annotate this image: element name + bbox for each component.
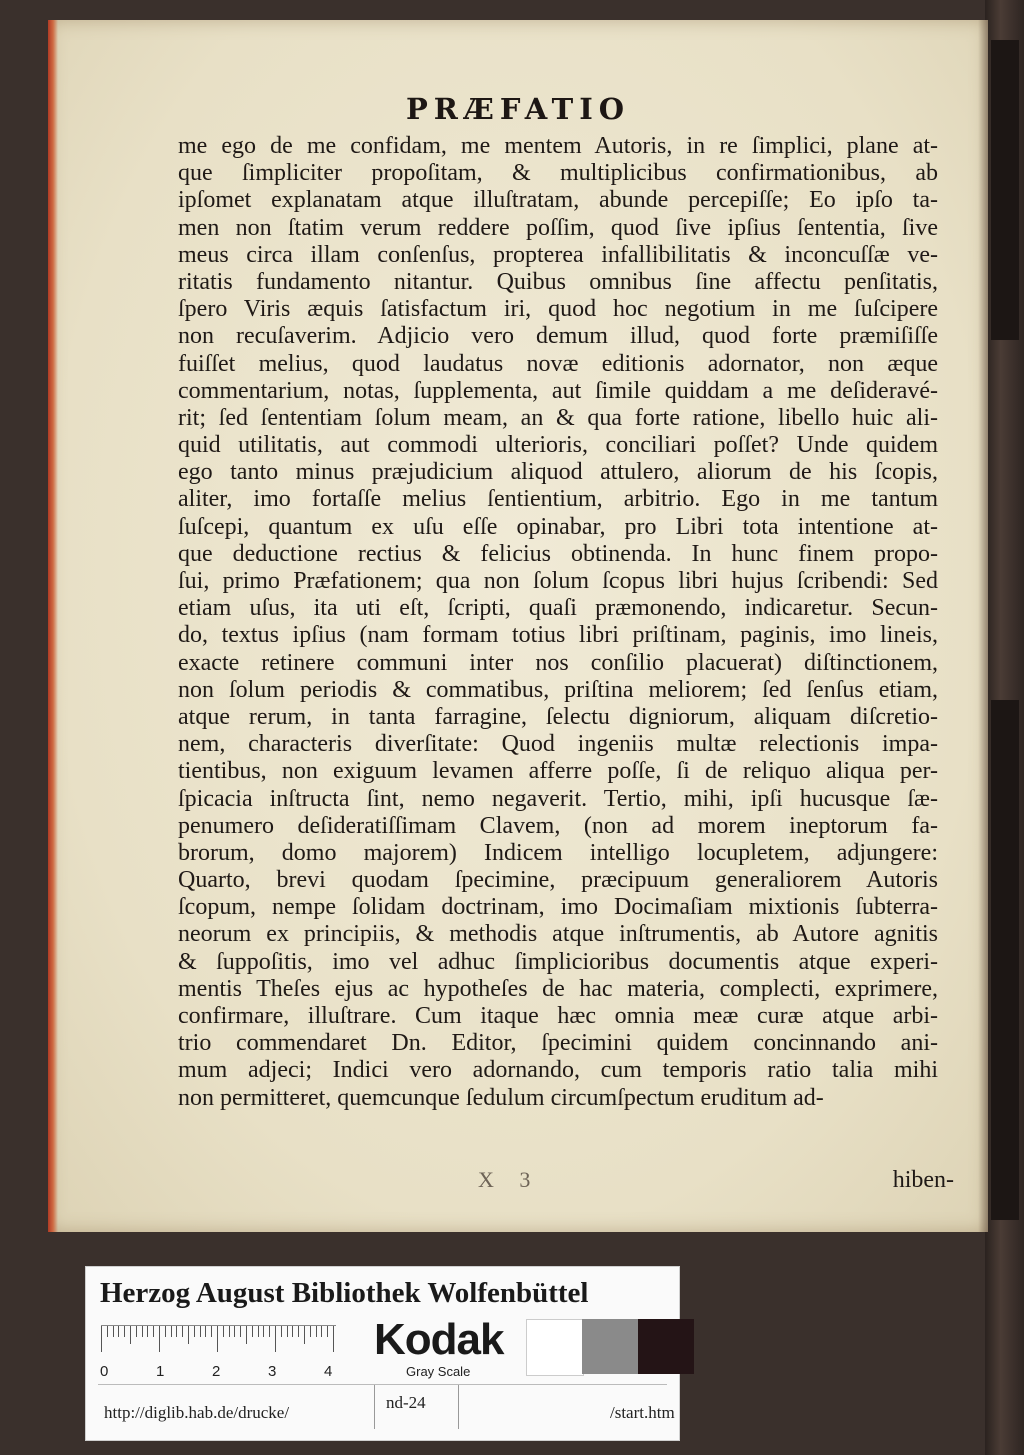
gray-swatch [526, 1319, 584, 1376]
ruler-tick [217, 1326, 218, 1352]
card-divider [458, 1385, 459, 1429]
ruler-tick [159, 1326, 160, 1352]
text-line: brorum, domo majorem) Indicem intelligo locupletem, adjungere: [178, 839, 938, 866]
text-line: exacte retinere communi inter nos conſilio placuerat) diſtinctionem, [178, 649, 938, 676]
ruler-tick [147, 1326, 148, 1337]
catchword: hiben- [892, 1167, 954, 1193]
text-line: atque rerum, in tanta farragine, ſelectu digniorum, aliquam diſcretio- [178, 703, 938, 730]
kodak-logo: Kodak [374, 1315, 504, 1364]
ruler-tick [153, 1326, 154, 1337]
ruler-tick [142, 1326, 143, 1337]
text-line: non recuſaverim. Adjicio vero demum illud, quod forte præmiſiſſe [178, 323, 938, 350]
ruler-tick [136, 1326, 137, 1337]
text-line: neorum ex principiis, & methodis atque inſtrumentis, ab Autore agnitis [178, 921, 938, 948]
text-line: ſcopum, nempe ſolidam doctrinam, imo Docimaſiam mixtionis ſubterra- [178, 894, 938, 921]
text-line: aliter, imo fortaſſe melius ſentientium, arbitrio. Ego in me tantum [178, 486, 938, 513]
ruler-tick [124, 1326, 125, 1337]
book-edge [985, 0, 1024, 1455]
ruler-tick [287, 1326, 288, 1337]
ruler-tick [176, 1326, 177, 1337]
text-line: men non ſtatim verum reddere poſſim, quod ſive ipſius ſententia, ſive [178, 214, 938, 241]
source-url: http://diglib.hab.de/drucke/ [104, 1403, 290, 1422]
ruler-number: 3 [268, 1363, 277, 1380]
ruler-tick [229, 1326, 230, 1337]
ruler-tick [130, 1326, 131, 1344]
ruler-tick [321, 1326, 322, 1337]
gray-swatch [638, 1319, 694, 1374]
text-line: que ſimpliciter propoſitam, & multiplicibus confirmationibus, ab [178, 160, 938, 187]
text-line: fuiſſet melius, quod laudatus novæ editionis adornator, non æque [178, 350, 938, 377]
text-line: nem, characteris diverſitate: Quod ingeniis multæ relectionis impa- [178, 731, 938, 758]
text-line: meus circa illam conſenſus, propterea infallibilitatis & inconcuſſæ ve- [178, 241, 938, 268]
ruler-tick [269, 1326, 270, 1337]
ruler-tick [304, 1326, 305, 1344]
ruler-tick [205, 1326, 206, 1337]
text-line: quid utilitatis, aut commodi ulterioris, conciliari poſſet? Unde quidem [178, 432, 938, 459]
ruler-tick [252, 1326, 253, 1337]
kodak-target-card [85, 1266, 680, 1441]
ruler-tick [234, 1326, 235, 1337]
ruler-number: 0 [100, 1363, 109, 1380]
ruler-tick [240, 1326, 241, 1337]
card-divider [374, 1385, 375, 1429]
ruler-number: 2 [212, 1363, 221, 1380]
library-name: Herzog August Bibliothek Wolfenbüttel [100, 1277, 589, 1309]
ruler-tick [113, 1326, 114, 1337]
text-line: ſui, primo Præfationem; qua non ſolum ſcopus libri hujus ſcribendi: Sed [178, 568, 938, 594]
body-text [178, 133, 938, 1112]
text-line: etiam uſus, ita uti eſt, ſcripti, quaſi præmonendo, indicaretur. Secun- [178, 595, 938, 622]
text-line: commentarium, notas, ſupplementa, aut ſimile quiddam a me deſideravé- [178, 377, 938, 404]
ruler-tick [101, 1326, 102, 1352]
ruler-tick [263, 1326, 264, 1337]
gray-scale-label: Gray Scale [406, 1364, 471, 1379]
text-line: trio commendaret Dn. Editor, ſpecimini quidem concinnando ani- [178, 1030, 938, 1057]
text-line: rit; ſed ſententiam ſolum meam, an & qua forte ratione, libello huic ali- [178, 404, 938, 431]
text-line: confirmare, illuſtrare. Cum itaque hæc omnia meæ curæ atque arbi- [178, 1003, 938, 1029]
text-line: non permitteret, quemcunque ſedulum circumſpectum eruditum ad- [178, 1084, 824, 1111]
ruler-tick [182, 1326, 183, 1337]
ruler-tick [281, 1326, 282, 1337]
ruler-tick [223, 1326, 224, 1337]
ruler-tick [275, 1326, 276, 1352]
text-line: mum adjeci; Indici vero adornando, cum temporis ratio talia mihi [178, 1057, 938, 1084]
ruler-tick [310, 1326, 311, 1337]
text-line: & ſuppoſitis, imo vel adhuc ſimplicioribus documentis atque experi- [178, 948, 938, 975]
text-line: Quarto, brevi quodam ſpecimine, præcipuum generaliorem Autoris [178, 867, 938, 894]
ruler-tick [292, 1326, 293, 1337]
text-line: tientibus, non exiguum levamen afferre poſſe, ſi de reliquo aliqua per- [178, 758, 938, 785]
ruler-tick [171, 1326, 172, 1337]
ruler-tick [298, 1326, 299, 1337]
ruler-tick [194, 1326, 195, 1337]
text-line: do, textus ipſius (nam formam totius libri priſtinam, paginis, imo lineis, [178, 622, 938, 649]
ruler-tick [333, 1326, 334, 1352]
ruler-tick [246, 1326, 247, 1344]
text-line: ſpero Viris æquis ſatisfactum iri, quod hoc negotium in me ſuſcipere [178, 296, 938, 323]
shelfmark: nd-24 [386, 1393, 426, 1412]
text-line: me ego de me confidam, me mentem Autoris, in re ſimplici, plane at- [178, 133, 938, 159]
text-line: que deductione rectius & felicius obtinenda. In hunc finem propo- [178, 540, 938, 567]
start-path: /start.htm [610, 1403, 675, 1422]
text-line: ſuſcepi, quantum ex uſu eſſe opinabar, pro Libri tota intentione at- [178, 513, 938, 540]
text-line: ipſomet explanatam atque illuſtratam, abunde percepiſſe; Eo ipſo ta- [178, 187, 938, 214]
signature-mark: X 3 [478, 1167, 541, 1192]
ruler-tick [107, 1326, 108, 1337]
text-line: ego tanto minus præjudicium aliquod attulero, aliorum de his ſcopis, [178, 459, 938, 486]
book-edge-band [991, 700, 1019, 1220]
gray-swatch [582, 1319, 638, 1374]
ruler-tick [211, 1326, 212, 1337]
text-line: penumero deſideratiſſimam Clavem, (non ad morem ineptorum fa- [178, 812, 938, 839]
running-head: PRÆFATIO [405, 92, 631, 126]
ruler-tick [258, 1326, 259, 1337]
ruler-tick [316, 1326, 317, 1337]
text-line: non ſolum periodis & commatibus, priſtina meliorem; ſed ſenſus etiam, [178, 676, 938, 703]
ruler-tick [200, 1326, 201, 1337]
ruler-number: 1 [156, 1363, 165, 1380]
book-edge-band [991, 40, 1019, 340]
text-line: mentis Theſes ejus ac hypotheſes de hac materia, complecti, exprimere, [178, 975, 938, 1002]
measurement-ruler [101, 1325, 336, 1356]
text-line: ſpicacia inſtructa ſint, nemo negaverit. Tertio, mihi, ipſi hucusque ſæ- [178, 785, 938, 812]
page-red-edge [48, 20, 58, 1232]
ruler-tick [188, 1326, 189, 1344]
card-divider-line [98, 1384, 667, 1385]
ruler-tick [327, 1326, 328, 1337]
ruler-number: 4 [324, 1363, 333, 1380]
ruler-tick [118, 1326, 119, 1337]
page-fold-shadow [978, 20, 988, 1232]
ruler-tick [165, 1326, 166, 1337]
text-line: ritatis fundamento nitantur. Quibus omnibus ſine affectu penſitatis, [178, 268, 938, 295]
